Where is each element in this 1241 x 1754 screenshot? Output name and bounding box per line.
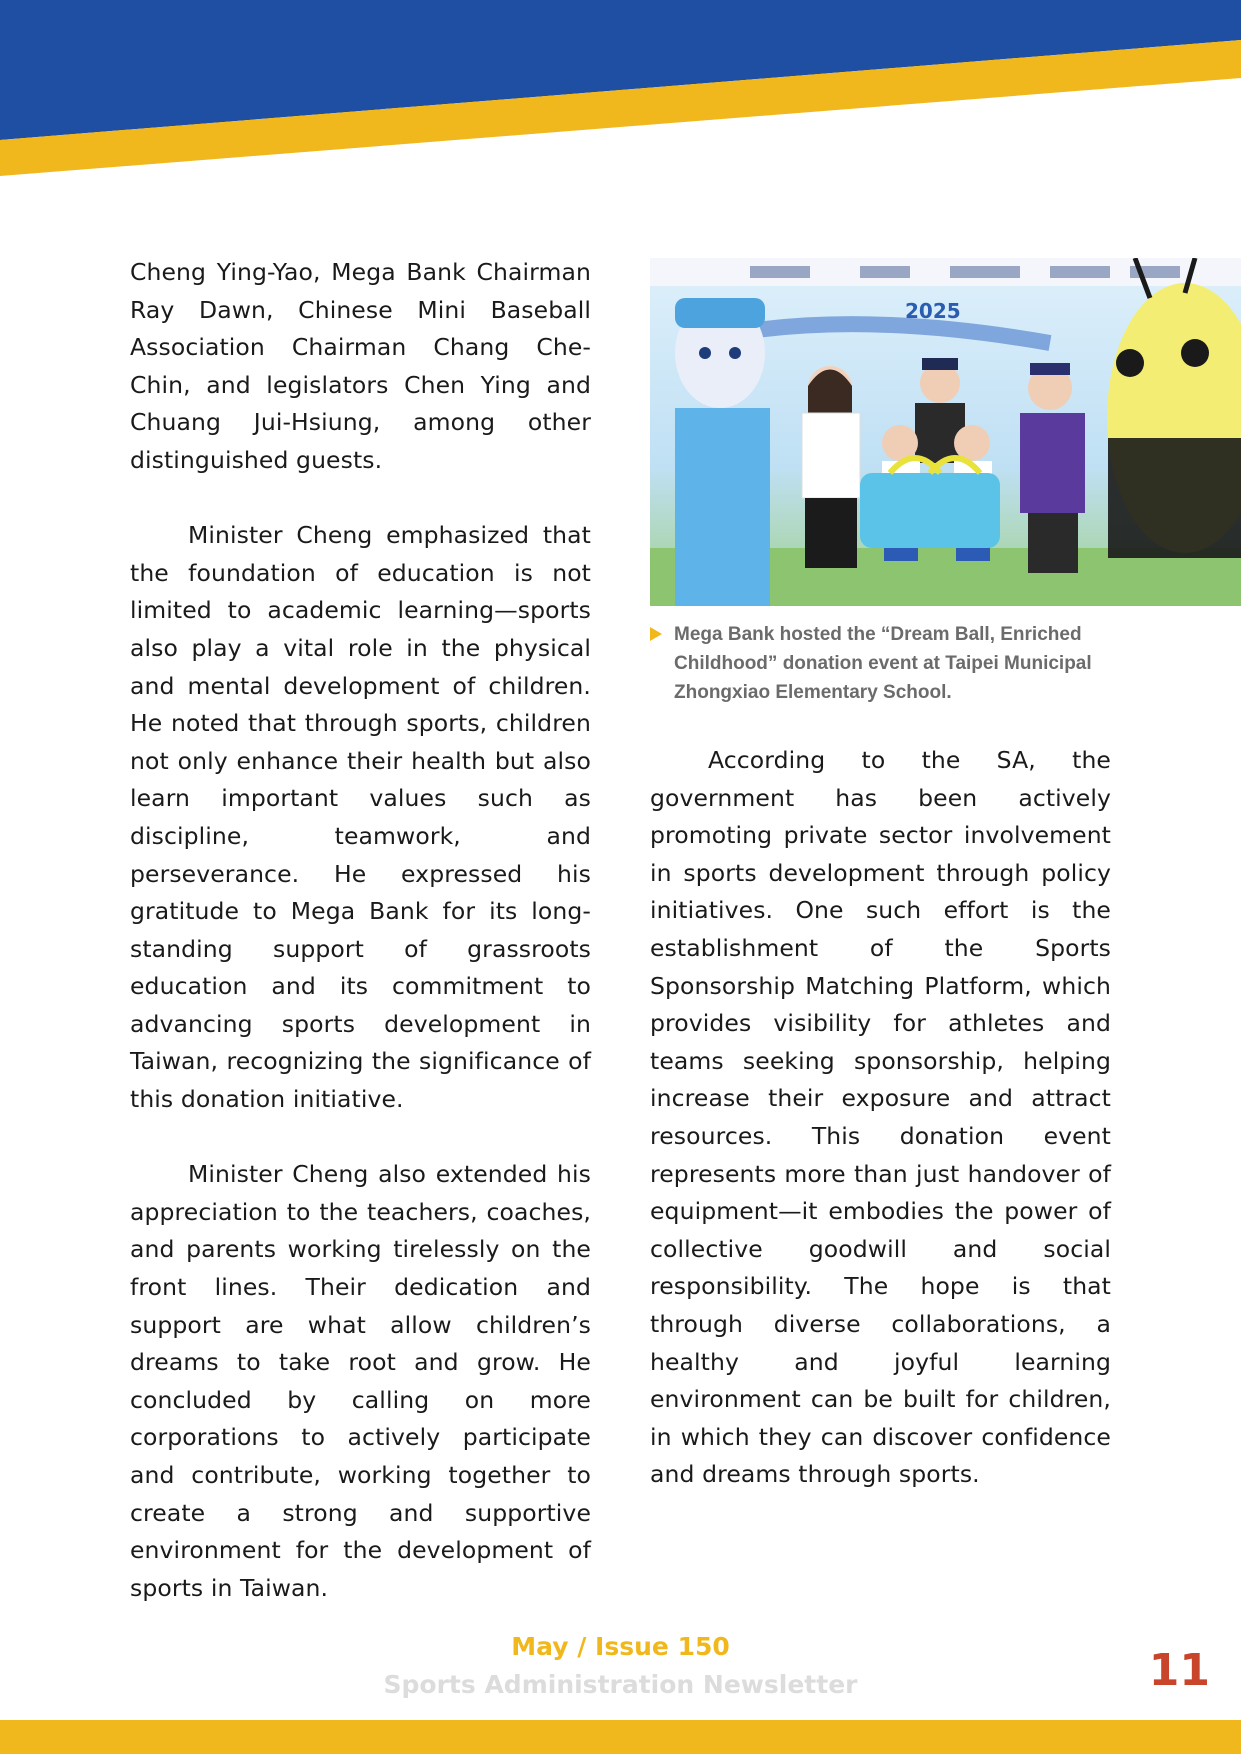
footer-newsletter-name: Sports Administration Newsletter	[383, 1670, 858, 1699]
footer-issue: May / Issue 150	[511, 1632, 730, 1661]
photo-caption-text: Mega Bank hosted the “Dream Ball, Enriched Childhood” donation event at Taipei Municipal Zhongxiao Elementary School.	[674, 624, 1092, 703]
paragraph: Minister Cheng emphasized that the foundation of education is not limited to academic learning—sports also play a vital role in the physical and mental development of children. He noted that through sports, children not only enhance their health but also learn important values such as discipline, teamwork, and perseverance. He expressed his gratitude to Mega Bank for its long-standing support of grassroots education and its commitment to advancing sports development in Taiwan, recognizing the significance of this donation initiative.	[130, 521, 591, 1114]
event-photo	[650, 258, 1241, 606]
header-band	[0, 0, 1241, 190]
footer-band	[0, 1720, 1241, 1754]
paragraph: According to the SA, the government has been actively promoting private sector involvement in sports development through policy initiatives. One such effort is the establishment of the Sports Sponsorship Matching Platform, which provides visibility for athletes and teams seeking sponsorship, helping increase their exposure and attract resources. This donation event represents more than just handover of equipment—it embodies the power of collective goodwill and social responsibility. The hope is that through diverse collaborations, a healthy and joyful learning environment can be built for children, in which they can discover confidence and dreams through sports.	[650, 746, 1111, 1489]
event-photo-illustration	[650, 258, 1241, 606]
article-left-column	[130, 254, 591, 1645]
page-number: 11	[1148, 1645, 1210, 1696]
donation-bag	[860, 473, 1000, 548]
paragraph: Cheng Ying-Yao, Mega Bank Chairman Ray Dawn, Chinese Mini Baseball Association Chairman Chang Che-Chin, and legislators Chen Ying and Chuang Jui-Hsiung, among other distinguished guests.	[130, 258, 591, 474]
caption-arrow-icon	[650, 627, 662, 641]
photo-year-text: 2025	[905, 299, 961, 323]
paragraph: Minister Cheng also extended his appreciation to the teachers, coaches, and parents working tirelessly on the front lines. Their dedication and support are what allow children’s dreams to take root and grow. He concluded by calling on more corporations to actively participate and contribute, working together to create a strong and supportive environment for the development of sports in Taiwan.	[130, 1160, 591, 1602]
article-right-column	[650, 742, 1111, 1531]
photo-caption	[650, 620, 1120, 707]
mascot-body	[675, 408, 770, 606]
